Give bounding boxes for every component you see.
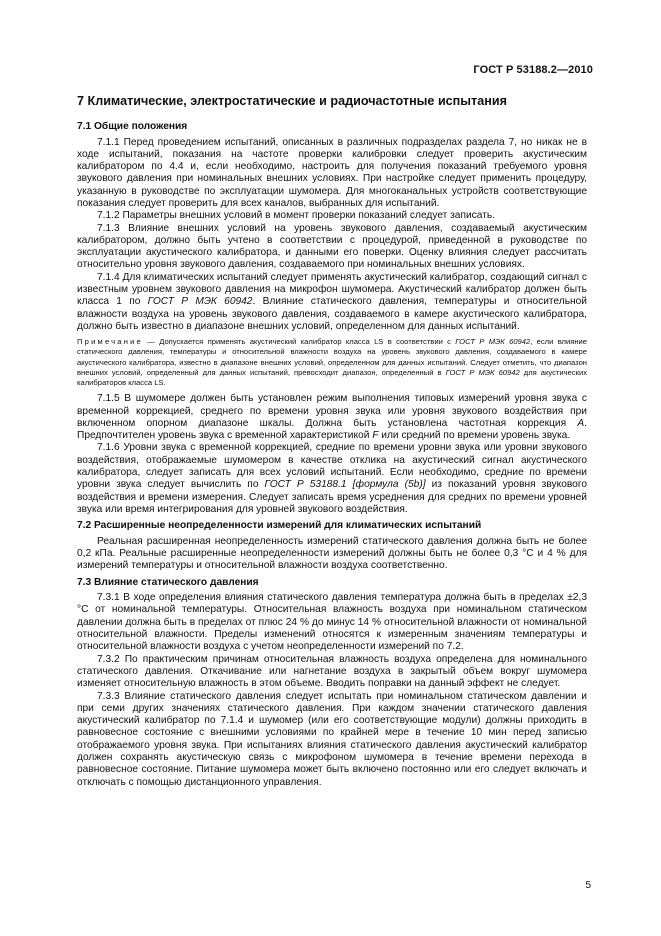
subsection-title-7-3: 7.3 Влияние статического давления — [77, 576, 259, 588]
formula-reference: [формула (5b)] — [352, 479, 426, 491]
frequency-weighting-symbol: A — [577, 417, 585, 429]
paragraph-7-3-1: 7.3.1 В ходе определения влияния статического давления температура должна быть в пределах ±2,3 °С от номинальной температуры. Относительная влажность воздуха при номинальном статическом давлении должна быть в пределах от плюс 24 % до минус 14 % относительной влажности от номинальной относительной влажности. Пределы изменений относятся к измеренным значениям температуры и относительной влажности воздуха с учетом неопределенности измерений по 7.2. — [77, 592, 587, 653]
standard-reference: ГОСТ Р МЭК 60942 — [455, 337, 531, 347]
standard-reference: ГОСТ Р МЭК 60942 — [147, 296, 253, 308]
document-code: ГОСТ Р 53188.2—2010 — [473, 64, 593, 76]
text-run: 7.1.5 В шумомере должен быть установлен режим выполнения типовых измерений уровня звука с временной коррекцией, среднего по времени уровня звука или уровня звукового воздействия при включенном опорном диапазоне шкалы. Должна быть установлена частотная коррекция — [77, 393, 587, 429]
note-label: Примечание — [77, 337, 143, 347]
standard-reference: ГОСТ Р 53188.1 — [264, 479, 347, 491]
paragraph-7-3-2: 7.3.2 По практическим причинам относительная влажность воздуха определена для номинального статического давления. Откачивание или нагнетание воздуха в закрытый объем вокруг шумомера изменяет относительную влажность в этом объеме. Вводить поправки на данный эффект не следует. — [77, 653, 587, 690]
section-title: 7 Климатические, электростатические и радиочастотные испытания — [77, 94, 507, 108]
paragraph-7-1-6 — [77, 442, 587, 516]
paragraph-7-1-3: 7.1.3 Влияние внешних условий на уровень звукового давления, создаваемый акустическим калибратором, должно быть учтено в соответствии с процедурой, приведенной в руководстве по эксплуатации акустического калибратора, и данными его поверки. Оценку влияния следует рассчитать относительно уровня звукового давления, создаваемого при номинальных внешних условиях. — [77, 222, 587, 271]
text-run: , если влияние статического давления, температуры и относительной влажности воздуха на уровень звукового давления, создаваемого в камере акустического калибратора, известно в диапазоне внешних условий, определенном для данных испытаний. Следует отметить, что диапазон внешних условий, определенный для данных испытаний, превосходит диапазон, определенный в — [77, 337, 587, 377]
paragraph-7-2: Реальная расширенная неопределенность измерений статического давления должна быть не более 0,2 кПа. Реальные расширенные неопределенности измерений должны быть не более 0,3 °С и 4 % для измерений температуры и относительной влажности воздуха соответственно. — [77, 535, 587, 572]
text-run: 7.1.6 Уровни звука с временной коррекцией, средние по времени уровни звука или уровни звукового воздействия, отображаемые шумомером в качестве отклика на акустический сигнал акустического калибратора, следует записать для всех условий испытаний. Если необходимо, средние по времени уровни звука следует вычислить по — [77, 442, 587, 491]
text-run: из показаний уровня звукового воздействия и времени измерения. Следует записать время усреднения для средних по времени уровней звука или время интегрирования для уровней звукового воздействия. — [77, 479, 587, 515]
text-run: — Допускается применять акустический калибратор класса LS в соответствии с — [142, 337, 456, 347]
paragraph-7-1-5 — [77, 393, 587, 442]
text-run: . Предпочтителен уровень звука с временной характеристикой — [77, 417, 587, 442]
text-run: для акустических калибраторов класса LS. — [77, 367, 587, 388]
text-run: или средний по времени уровень звука. — [378, 430, 571, 442]
subsection-title-7-2: 7.2 Расширенные неопределенности измерений для климатических испытаний — [77, 520, 482, 532]
note-paragraph — [77, 337, 587, 388]
text-run: 7.1.4 Для климатических испытаний следует применять акустический калибратор, создающий сигнал с известным уровнем звукового давления на микрофон шумомера. Акустический калибратор должен быть класса 1 по — [77, 271, 587, 308]
standard-reference: ГОСТ Р МЭК 60942 — [445, 367, 520, 377]
subsection-title-7-1: 7.1 Общие положения — [77, 121, 188, 132]
time-weighting-symbol: F — [372, 430, 379, 442]
page-number: 5 — [585, 880, 591, 891]
paragraph-7-1-4 — [77, 272, 587, 333]
text-run: . Влияние статического давления, температуры и относительной влажности воздуха на уровень звукового давления, создаваемого в камере акустического калибратора, должно быть известно в диапазоне внешних условий, определенном для данных испытаний. — [77, 296, 587, 332]
paragraph-7-1-2: 7.1.2 Параметры внешних условий в момент проверки показаний следует записать. — [97, 210, 496, 222]
paragraph-7-1-1: 7.1.1 Перед проведением испытаний, описанных в различных подразделах раздела 7, но никак не в ходе испытаний, показания на частоте проверки калибровки следует проверить акустическим калибратором по 4.4 и, если необходимо, настроить для получения показаний требуемого уровня звукового давления при номинальных внешних условиях. При настройке следует применить процедуру, указанную в руководстве по эксплуатации шумомера. Для многоканальных устройств соответствующие показания следует проверить для всех каналов, выбранных для испытаний. — [77, 136, 587, 209]
paragraph-7-3-3: 7.3.3 Влияние статического давления следует испытать при номинальном статическом давлении и при семи других значениях статического давления. При каждом значении статического давления акустический калибратор по 7.1.4 и шумомер (или его соответствующие модули) должны приходить в равновесное состояние с внешними условиями по крайней мере в течение 10 мин перед записью отображаемого уровня звука. При испытаниях влияния статического давления акустический калибратор должен сохранять акустическую связь с микрофоном шумомера в течение времени перехода в равновесное состояние. Питание шумомера может быть включено постоянно или его следует включать и отключать с помощью дистанционного управления. — [77, 690, 587, 788]
page-content — [77, 94, 587, 789]
